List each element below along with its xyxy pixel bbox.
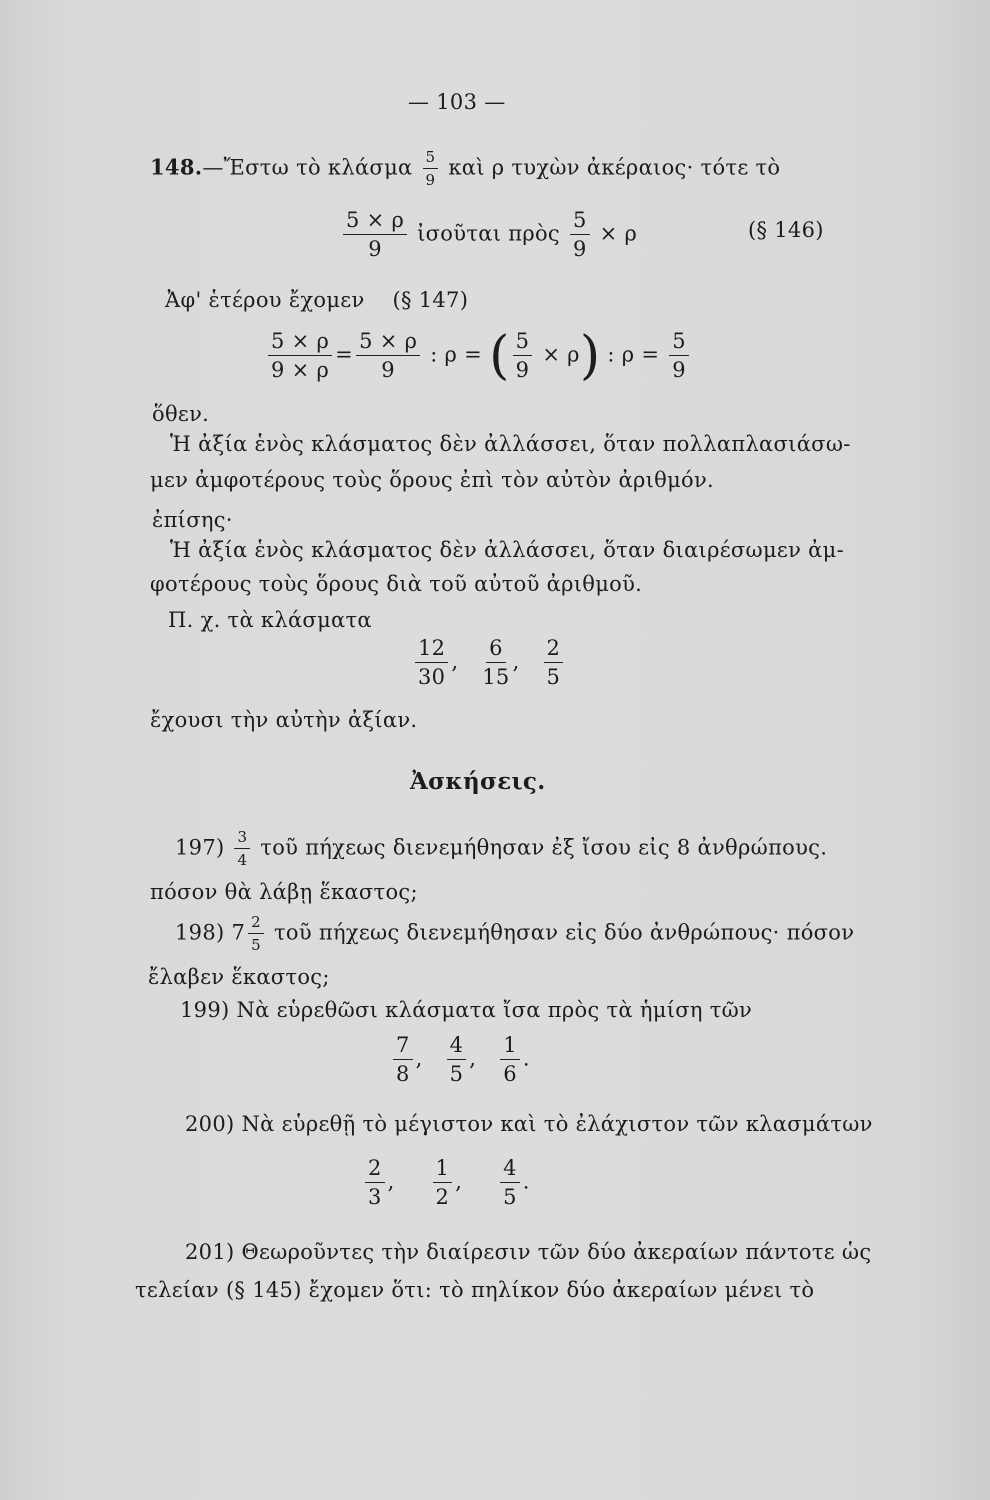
rule-2-line-2: φοτέρους τοὺς ὅρους διὰ τοῦ αὐτοῦ ἀριθμοῦ. — [150, 572, 643, 596]
exercise-199-fractions — [390, 1035, 530, 1085]
equation-text: : ρ = — [607, 342, 660, 367]
separator: , — [451, 649, 459, 674]
example-fractions — [412, 638, 566, 688]
open-paren: ( — [489, 326, 510, 386]
exercise-201-line-2: τελείαν (§ 145) ἔχομεν ὅτι: τὸ πηλίκον δύο ἀκεραίων μένει τὸ — [135, 1278, 815, 1302]
fraction: $\frac{5 \times \rho}{9 \times \rho}$ — [268, 331, 332, 381]
equation-text: × ρ — [542, 342, 580, 367]
section-reference: (§ 147) — [392, 288, 469, 312]
exercise-number: 198) — [175, 920, 225, 945]
fraction: $\frac{4}{5}$ — [500, 1158, 520, 1208]
fraction: $\frac{2}{3}$ — [365, 1158, 385, 1208]
exercise-number: 200) — [185, 1112, 235, 1136]
equation-1 — [340, 210, 637, 260]
fraction: $\frac{6}{15}$ — [482, 636, 510, 689]
fraction: $\frac{4}{5}$ — [447, 1035, 467, 1085]
exercise-199 — [180, 998, 752, 1022]
equation-text: : ρ = — [430, 342, 483, 367]
exercise-text: Θεωροῦντες τὴν διαίρεσιν τῶν δύο ἀκεραίων πάντοτε ὡς — [241, 1240, 872, 1264]
fraction: $\frac{7}{8}$ — [393, 1035, 413, 1085]
section-number: 148. — [150, 154, 203, 180]
rule-1-line-2: μεν ἀμφοτέρους τοὺς ὅρους ἐπὶ τὸν αὐτὸν ἀριθμόν. — [150, 468, 714, 492]
text-line: ἐπίσης· — [152, 508, 233, 532]
exercise-197-line-2: πόσον θὰ λάβῃ ἕκαστος; — [150, 880, 418, 904]
fraction: $\frac{1}{2}$ — [433, 1158, 453, 1208]
fraction: $\frac{5 \times \rho}{9}$ — [356, 331, 420, 381]
separator: . — [522, 1046, 530, 1071]
section-148-line — [150, 150, 780, 188]
separator: , — [455, 1169, 463, 1194]
text-line — [165, 288, 468, 312]
page-number: — 103 — — [408, 90, 506, 114]
mixed-whole: 7 — [231, 920, 246, 945]
exercise-197 — [175, 830, 827, 868]
fraction: $\frac{5}{9}$ — [669, 331, 689, 381]
section-intro: —Ἔστω τὸ κλάσμα — [202, 155, 413, 180]
separator: , — [387, 1169, 395, 1194]
exercise-text: Νὰ εὑρεθῶσι κλάσματα ἴσα πρὸς τὰ ἡμίση τῶν — [236, 998, 753, 1022]
exercise-200 — [185, 1112, 873, 1136]
exercise-200-fractions — [362, 1158, 530, 1208]
exercise-198-line-2: ἔλαβεν ἕκαστος; — [148, 965, 330, 989]
exercise-text: Νὰ εὑρεθῇ τὸ μέγιστον καὶ τὸ ἐλάχιστον τῶν κλασμάτων — [241, 1112, 873, 1136]
fraction: $\frac{5 \times \rho}{9}$ — [343, 210, 407, 260]
rule-1-line-1: Ἡ ἀξία ἑνὸς κλάσματος δὲν ἀλλάσσει, ὅταν πολλαπλασιάσω- — [170, 432, 851, 456]
equation-2 — [265, 326, 692, 386]
separator: , — [512, 649, 520, 674]
section-intro-rest: καὶ ρ τυχὼν ἀκέραιος· τότε τὸ — [448, 155, 781, 180]
separator: , — [469, 1046, 477, 1071]
exercise-201 — [185, 1240, 871, 1264]
section-reference: (§ 146) — [748, 218, 824, 242]
exercise-number: 201) — [185, 1240, 235, 1264]
exercise-text: τοῦ πήχεως διενεμήθησαν ἐξ ἴσου εἰς 8 ἀνθρώπους. — [260, 835, 828, 860]
text-span: Ἀφ' ἑτέρου ἔχομεν — [165, 288, 365, 312]
exercises-heading: Ἀσκήσεις. — [410, 768, 546, 795]
fraction: $\frac{5}{9}$ — [513, 331, 533, 381]
equals-sign: = — [335, 342, 354, 367]
fraction: $\frac{5}{9}$ — [570, 210, 590, 260]
exercise-number: 197) — [175, 835, 225, 860]
example-tail: ἔχουσι τὴν αὐτὴν ἀξίαν. — [150, 708, 418, 732]
text-line: ὅθεν. — [152, 402, 210, 426]
fraction: $\frac{2}{5}$ — [248, 915, 264, 953]
fraction: $\frac{3}{4}$ — [234, 830, 250, 868]
equation-text: × ρ — [599, 221, 638, 246]
fraction: $\frac{5}{9}$ — [423, 150, 439, 188]
close-paren: ) — [579, 326, 601, 386]
example-lead: Π. χ. τὰ κλάσματα — [168, 608, 372, 632]
separator: , — [415, 1046, 423, 1071]
fraction: $\frac{1}{6}$ — [500, 1035, 520, 1085]
fraction: $\frac{2}{5}$ — [544, 638, 564, 688]
separator: . — [522, 1169, 530, 1194]
rule-2-line-1: Ἡ ἀξία ἑνὸς κλάσματος δὲν ἀλλάσσει, ὅταν διαιρέσωμεν ἀμ- — [170, 538, 844, 562]
exercise-number: 199) — [180, 998, 230, 1022]
exercise-198 — [175, 915, 854, 953]
exercise-text: τοῦ πήχεως διενεμήθησαν εἰς δύο ἀνθρώπους· πόσον — [273, 920, 855, 945]
equation-text: ἰσοῦται πρὸς — [417, 221, 560, 246]
fraction: $\frac{12}{30}$ — [415, 638, 448, 688]
